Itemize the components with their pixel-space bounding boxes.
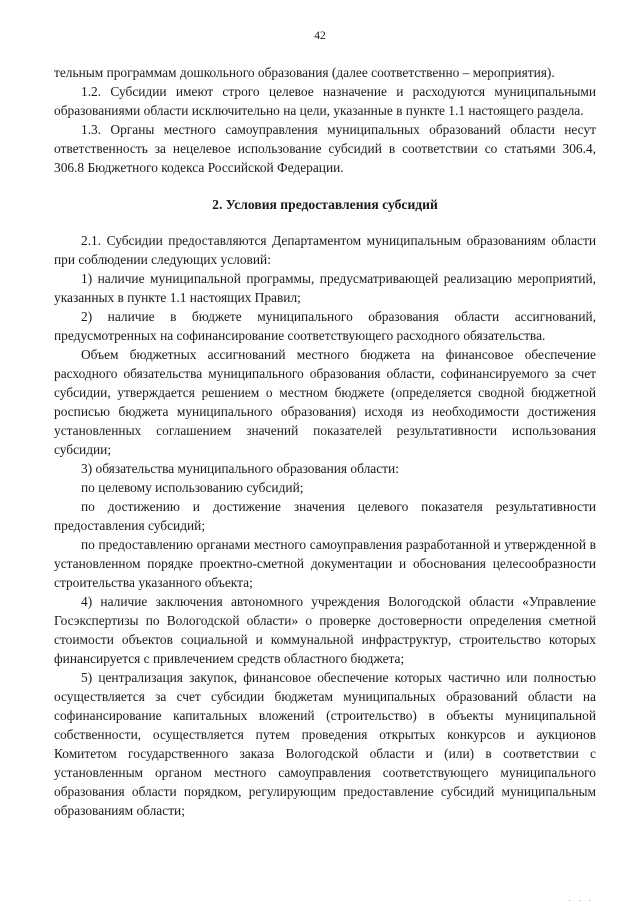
paragraph-budget-volume: Объем бюджетных ассигнований местного бюджета на финансовое обеспечение расходного обязательства муниципального образования области, софинансируемого за счет субсидии, утверждается решением о местном бюджете (определяется сводной бюджетной росписью бюджета муниципального образования) исходя из необходимости достижения установленных соглашением значений показателей результативности использования субсидии;: [54, 347, 596, 457]
condition-2: 2) наличие в бюджете муниципального образования области ассигнований, предусмотренных на софинансирование соответствующего расходного обязательства.: [54, 309, 596, 343]
obligation-indicator: по достижению и достижение значения целевого показателя результативности предоставления субсидий;: [54, 499, 596, 533]
condition-3: 3) обязательства муниципального образования области:: [81, 461, 399, 476]
scan-mark: · · ·: [568, 897, 594, 905]
obligation-documentation: по предоставлению органами местного самоуправления разработанной и утвержденной в установленном порядке проектно-сметной документации и обоснования целесообразности строительства указанного объекта;: [54, 537, 596, 590]
obligation-target-use: по целевому использованию субсидий;: [81, 480, 304, 495]
paragraph-1-2: 1.2. Субсидии имеют строго целевое назначение и расходуются муниципальными образованиями области исключительно на цели, указанные в пункте 1.1 настоящего раздела.: [54, 84, 596, 118]
paragraph-continuation: тельным программам дошкольного образования (далее соответственно – мероприятия).: [54, 65, 555, 80]
condition-1: 1) наличие муниципальной программы, предусматривающей реализацию мероприятий, указанных в пункте 1.1 настоящих Правил;: [54, 271, 596, 305]
paragraph-2-1: 2.1. Субсидии предоставляются Департаментом муниципальным образованиям области при соблюдении следующих условий:: [54, 233, 596, 267]
condition-4: 4) наличие заключения автономного учреждения Вологодской области «Управление Госэкспертизы по Вологодской области» о проверке достоверности определения сметной стоимости объектов социальной и коммунальной инфраструктур, строительство которых финансируется с привлечением средств областного бюджета;: [54, 594, 596, 666]
section-heading: 2. Условия предоставления субсидий: [212, 197, 438, 212]
paragraph-1-3: 1.3. Органы местного самоуправления муниципальных образований области несут ответственность за нецелевое использование субсидий в соответствии со статьями 306.4, 306.8 Бюджетного кодекса Российской Федерации.: [54, 122, 596, 175]
condition-5: 5) централизация закупок, финансовое обеспечение которых частично или полностью осуществляется за счет субсидии бюджетам муниципальных образований области на софинансирование капитальных вложений (строительство) в объекты муниципальной собственности, осуществляется путем проведения открытых конкурсов и аукционов Комитетом государственного заказа Вологодской области и (или) в соответствии с установленным органом местного самоуправления соответствующего муниципального образования области порядком, регулирующим предоставление субсидий муниципальным образованиям области;: [54, 670, 596, 818]
page-number: 42: [314, 30, 326, 42]
document-body: [54, 63, 596, 820]
